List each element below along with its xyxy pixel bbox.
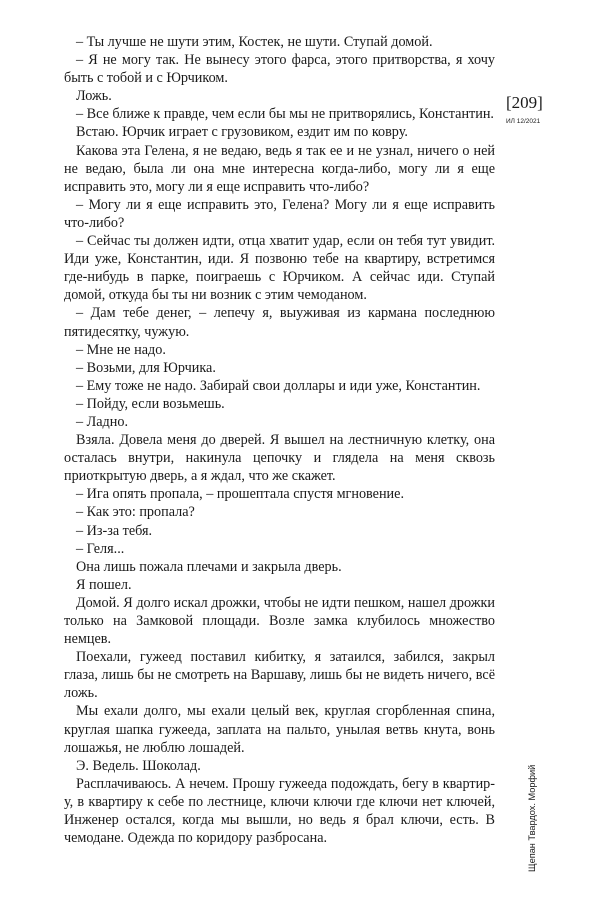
page-number: [209] xyxy=(506,93,543,112)
paragraph: – Геля... xyxy=(76,540,125,557)
journal-issue: ИЛ 12/2021 xyxy=(506,118,541,125)
paragraph: Какова эта Гелена, я не ведаю, ведь я так ее и не узнал, ничего о ней не ведаю, была ли она мне интересна когда-либо, могу ли я еще исправить это, могу ли я еще исправить что-либо? xyxy=(64,142,495,195)
paragraph: – Ты лучше не шути этим, Костек, не шути. Ступай домой. xyxy=(76,34,433,50)
paragraph: – Ему тоже не надо. Забирай свои доллары и иди уже, Константин. xyxy=(76,377,481,394)
paragraph: – Пойду, если возьмешь. xyxy=(76,395,225,412)
paragraph: – Ига опять пропала, – прошептала спустя мгновение. xyxy=(76,486,404,503)
paragraph: Поехали, гужеед поставил кибитку, я затаился, забился, закрыл глаза, лишь бы не смотреть на Варшаву, лишь бы не видеть ничего, всё ложь. xyxy=(64,649,495,702)
paragraph: Я пошел. xyxy=(76,576,132,593)
paragraph: Домой. Я долго искал дрожки, чтобы не идти пешком, нашел дрожки только на Замковой площади. Возле замка клубилось множество немцев. xyxy=(64,594,495,648)
paragraph: – Я не могу так. Не вынесу этого фарса, этого притворства, я хочу быть с тобой и с Юрчиком. xyxy=(64,52,495,87)
paragraph: Взяла. Довела меня до дверей. Я вышел на лестничную клетку, она осталась внутри, накинула цепочку и глядела на меня сквозь приоткрытую дверь, а я ждал, что же скажет. xyxy=(64,432,495,485)
running-title: Щепан Твардох. Морфий xyxy=(527,764,537,872)
paragraph: Расплачиваюсь. А нечем. Прошу гужееда подождать, бегу в квартиру, в квартиру к себе по лестнице, ключи ключи где ключи нет ключей, Инженер остался, когда мы вышли, но ведь я брал ключи, есть. В чемодане. Одежда по коридору разбросана. xyxy=(64,775,495,847)
paragraph: – Все ближе к правде, чем если бы мы не притворялись, Константин. xyxy=(76,106,494,123)
paragraph: Э. Ведель. Шоколад. xyxy=(76,757,201,774)
paragraph: Она лишь пожала плечами и закрыла дверь. xyxy=(76,558,342,575)
paragraph: – Мне не надо. xyxy=(76,341,166,358)
paragraph: – Ладно. xyxy=(76,413,129,430)
paragraph: Мы ехали долго, мы ехали целый век, круглая сгорбленная спина, круглая шапка гужееда, заплата на пальто, унылая ветвь кнута, вонь лошажья, не люблю лошадей. xyxy=(64,703,495,756)
body-text xyxy=(64,33,495,847)
paragraph: Ложь. xyxy=(76,88,112,105)
paragraph: – Могу ли я еще исправить это, Гелена? Могу ли я еще исправить что-либо? xyxy=(64,196,495,231)
paragraph: Встаю. Юрчик играет с грузовиком, ездит им по ковру. xyxy=(76,124,408,141)
paragraph: – Из-за тебя. xyxy=(76,522,153,539)
paragraph: – Возьми, для Юрчика. xyxy=(76,359,216,376)
paragraph: – Сейчас ты должен идти, отца хватит удар, если он тебя тут увидит. Иди уже, Константин, иди. Я позвоню тебе на квартиру, встретимся где-нибудь в парке, поиграешь с Юрчиком. А сейчас иди. Ступай домой, откуда бы ты ни возник с этим чемоданом. xyxy=(64,233,495,304)
paragraph: – Как это: пропала? xyxy=(76,504,195,521)
paragraph: – Дам тебе денег, – лепечу я, выуживая из кармана последнюю пятидесятку, чужую. xyxy=(64,305,495,340)
page-marker xyxy=(506,93,558,127)
